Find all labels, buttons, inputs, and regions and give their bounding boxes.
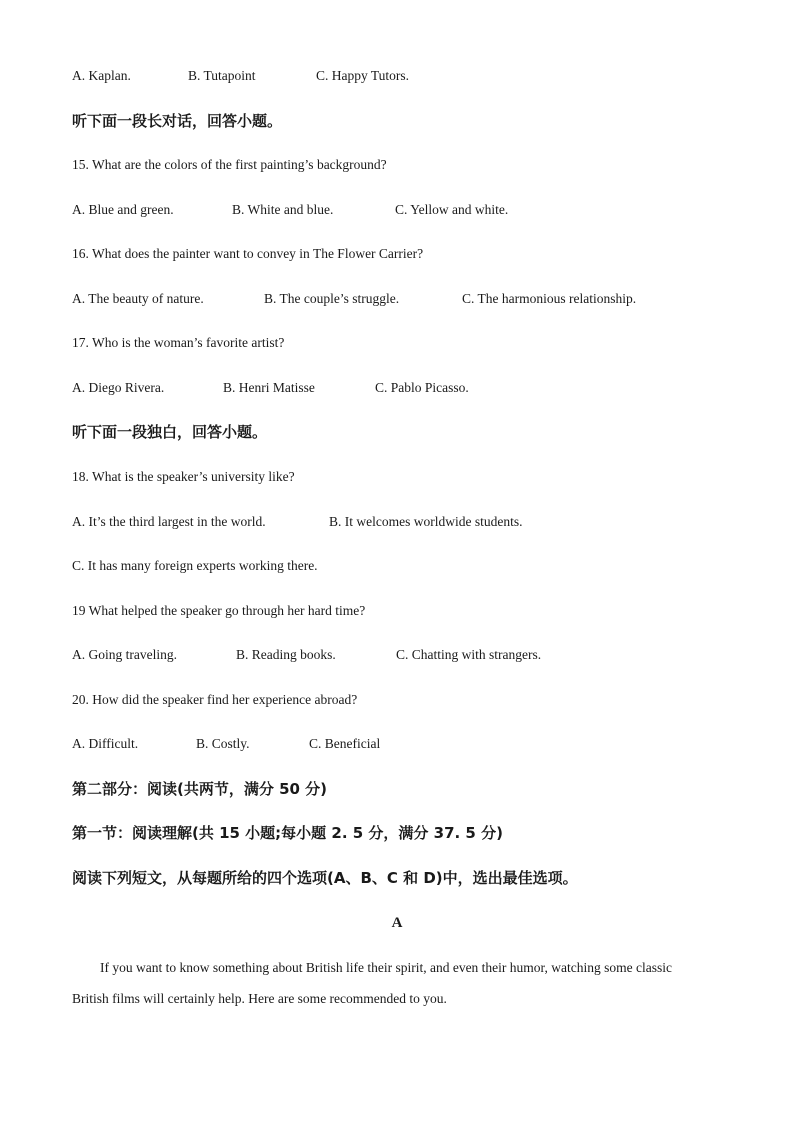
q16-question: 16. What does the painter want to convey in The Flower Carrier? bbox=[72, 246, 424, 261]
reading-instructions: 阅读下列短文，从每题所给的四个选项(A、B、C 和 D)中，选出最佳选项。 bbox=[72, 869, 578, 887]
q19-option-a: A. Going traveling. bbox=[72, 647, 177, 662]
q16-option-c: C. The harmonious relationship. bbox=[462, 291, 637, 306]
q20-option-a: A. Difficult. bbox=[72, 736, 139, 751]
q20-option-b: B. Costly. bbox=[196, 736, 250, 751]
q19-option-c: C. Chatting with strangers. bbox=[396, 647, 542, 662]
q15-option-c: C. Yellow and white. bbox=[395, 202, 509, 217]
q17-option-a: A. Diego Rivera. bbox=[72, 380, 165, 395]
q19-option-b: B. Reading books. bbox=[236, 647, 336, 662]
q15-option-b: B. White and blue. bbox=[232, 202, 334, 217]
part2-heading: 第二部分：阅读(共两节，满分 50 分) bbox=[72, 780, 328, 798]
q16-option-a: A. The beauty of nature. bbox=[72, 291, 204, 306]
q18-option-c: C. It has many foreign experts working there. bbox=[72, 558, 318, 573]
q14-option-b: B. Tutapoint bbox=[188, 68, 256, 83]
q17-option-b: B. Henri Matisse bbox=[223, 380, 315, 395]
q17-question: 17. Who is the woman’s favorite artist? bbox=[72, 335, 285, 350]
q18-question: 18. What is the speaker’s university like? bbox=[72, 469, 295, 484]
q14-option-c: C. Happy Tutors. bbox=[316, 68, 410, 83]
dialogue-section-heading: 听下面一段长对话，回答小题。 bbox=[72, 112, 283, 130]
q20-option-c: C. Beneficial bbox=[309, 736, 381, 751]
q19-question: 19 What helped the speaker go through her hard time? bbox=[72, 603, 366, 618]
q17-option-c: C. Pablo Picasso. bbox=[375, 380, 469, 395]
monologue-section-heading: 听下面一段独白，回答小题。 bbox=[72, 423, 268, 441]
q18-option-b: B. It welcomes worldwide students. bbox=[329, 514, 523, 529]
q18-option-a: A. It’s the third largest in the world. bbox=[72, 514, 266, 529]
passage-text: If you want to know something about British life their spirit, and even their humor, watching some classic British films will certainly help. Here are some recommended to you. bbox=[72, 960, 672, 1006]
q15-option-a: A. Blue and green. bbox=[72, 202, 174, 217]
q14-option-a: A. Kaplan. bbox=[72, 68, 131, 83]
section1-heading: 第一节：阅读理解(共 15 小题;每小题 2. 5 分，满分 37. 5 分) bbox=[72, 824, 503, 842]
q16-option-b: B. The couple’s struggle. bbox=[264, 291, 400, 306]
q20-question: 20. How did the speaker find her experience abroad? bbox=[72, 692, 358, 707]
q15-question: 15. What are the colors of the first painting’s background? bbox=[72, 157, 387, 172]
passage-letter: A bbox=[391, 915, 403, 931]
passage-paragraph bbox=[72, 952, 712, 1014]
